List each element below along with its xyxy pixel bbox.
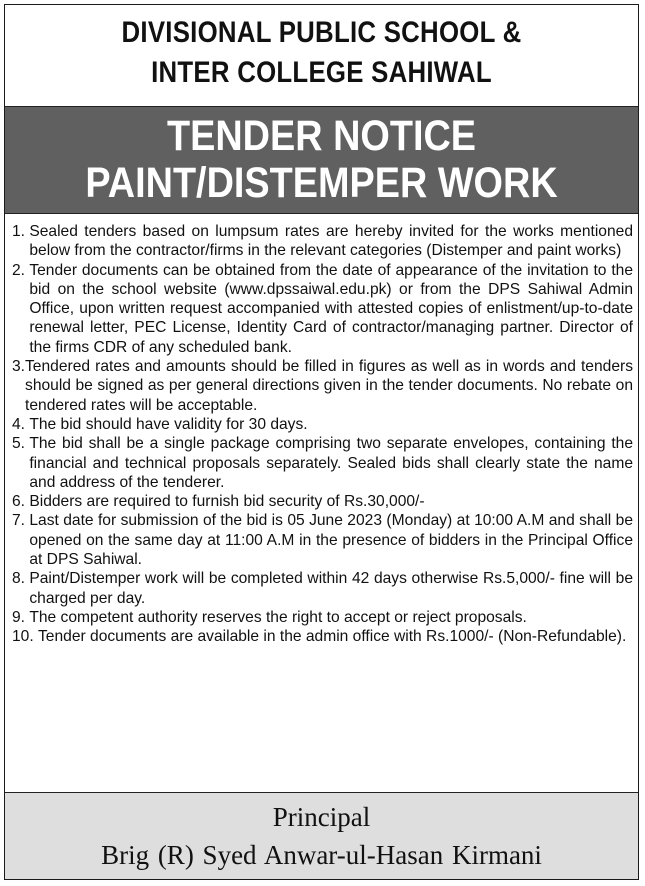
- list-item: [12, 434, 633, 492]
- list-item: [12, 511, 633, 569]
- item-text: The bid shall be a single package comprising two separate envelopes, containing the financial and technical proposals separately. Sealed bids shall clearly state the name and address of the tenderer.: [29, 435, 633, 491]
- item-number: 2.: [12, 261, 30, 279]
- item-text: Paint/Distemper work will be completed within 42 days otherwise Rs.5,000/- fine will be charged per day.: [29, 570, 633, 607]
- list-item: [12, 261, 633, 357]
- notice-subtitle: PAINT/DISTEMPER WORK: [85, 159, 558, 207]
- institution-name-line-1: DIVISIONAL PUBLIC SCHOOL &: [121, 16, 522, 49]
- item-number: 1.: [12, 223, 30, 240]
- terms-list: [5, 214, 638, 647]
- item-text: Tendered rates and amounts should be filled in figures as well as in words and tenders should be signed as per general directions given in the tender documents. No rebate on tendered rates will be acceptable.: [25, 358, 633, 414]
- item-number: 3.: [12, 358, 26, 376]
- list-item: [12, 608, 633, 627]
- item-number: 6.: [12, 493, 30, 511]
- item-text: Tender documents can be obtained from the date of appearance of the invitation to the bid on the school website (www.dpssaiwal.edu.pk) or from the DPS Sahiwal Admin Office, upon written request accompanied with attested copies of enlistment/up-to-date renewal letter, PEC License, Identity Card of contractor/managing partner. Director of the firms CDR of any scheduled bank.: [29, 261, 633, 356]
- item-number: 7.: [12, 512, 30, 530]
- institution-header: [5, 5, 638, 106]
- list-item: [12, 357, 633, 415]
- institution-name-line-2: INTER COLLEGE SAHIWAL: [151, 56, 492, 89]
- list-item: [12, 492, 633, 511]
- item-number: 9.: [12, 608, 30, 626]
- notice-title-banner: [5, 106, 638, 214]
- item-number: 10.: [12, 628, 39, 646]
- item-text: The competent authority reserves the right to accept or reject proposals.: [29, 608, 527, 626]
- signatory-title: Principal: [272, 802, 371, 832]
- notice-title: TENDER NOTICE: [166, 112, 477, 160]
- signatory-name: Brig (R) Syed Anwar-ul-Hasan Kirmani: [101, 840, 542, 870]
- item-number: 4.: [12, 415, 30, 433]
- tender-notice: [4, 4, 639, 880]
- item-text: Last date for submission of the bid is 05 June 2023 (Monday) at 10:00 A.M and shall be opened on the same day at 11:00 A.M in the presence of bidders in the Principal Office at DPS Sahiwal.: [29, 512, 633, 569]
- list-item: [12, 415, 633, 434]
- item-text: The bid should have validity for 30 days.: [29, 415, 308, 433]
- item-text: Bidders are required to furnish bid security of Rs.30,000/-: [29, 493, 425, 511]
- list-item: [12, 569, 633, 608]
- item-number: 8.: [12, 570, 30, 588]
- item-text: Tender documents are available in the admin office with Rs.1000/- (Non-Refundable).: [38, 628, 627, 646]
- list-item: [12, 222, 633, 261]
- signatory-block: [5, 792, 638, 879]
- list-item: [12, 627, 633, 646]
- item-text: Sealed tenders based on lumpsum rates are hereby invited for the works mentioned below from the contractor/firms in the relevant categories (Distemper and paint works): [29, 223, 633, 260]
- item-number: 5.: [12, 435, 30, 453]
